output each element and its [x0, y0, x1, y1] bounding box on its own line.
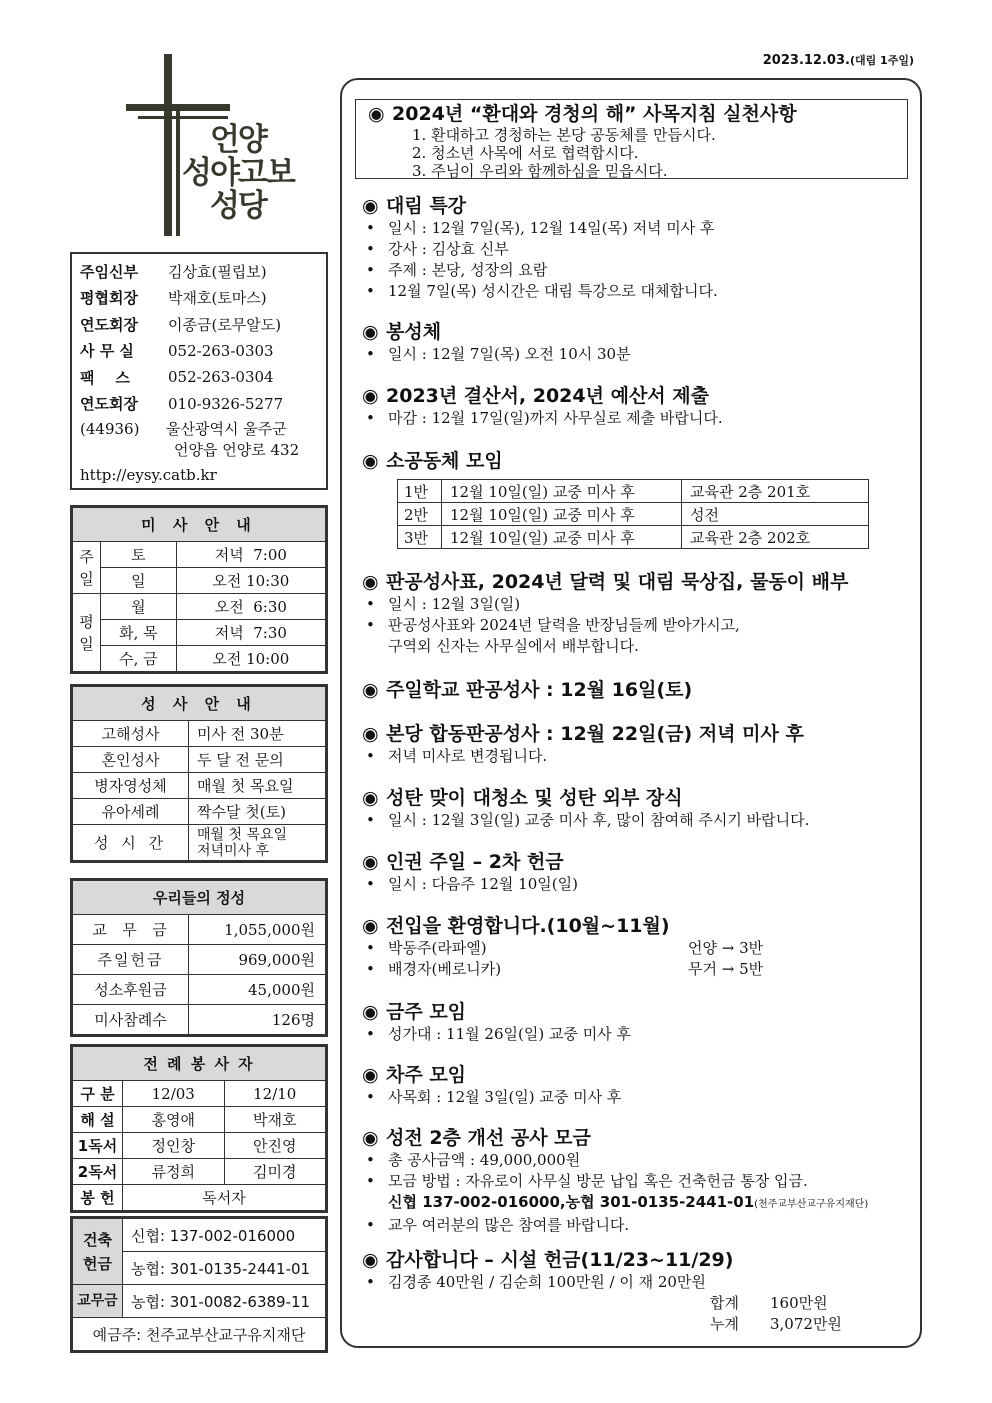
server-role: 봉 헌 [73, 1185, 123, 1211]
table-cell: 12월 10일(일) 교중 미사 후 [442, 526, 682, 549]
small-community-table [397, 479, 869, 549]
offering-label: 교 무 금 [73, 915, 189, 945]
sacrament-name: 유아세례 [73, 799, 189, 825]
section-title: ◉ 성탄 맞이 대청소 및 성탄 외부 장식 [362, 787, 683, 809]
list-item: • 12월 7일(목) 성시간은 대림 특강으로 대체합니다. [362, 281, 918, 302]
list-item: • 강사 : 김상효 신부 [362, 239, 918, 260]
total-sum: 합계 160만원 [710, 1294, 828, 1312]
section-advent-lecture [362, 194, 918, 302]
mass-day: 화, 목 [101, 620, 177, 646]
offerings-table [70, 878, 328, 1037]
table-cell: 2반 [398, 503, 442, 526]
list-item: • 판공성사표와 2024년 달력을 반장님들께 받아가시고, [362, 615, 918, 636]
server-name: 안진영 [224, 1133, 326, 1159]
bullet-icon: ◉ [362, 1001, 379, 1023]
server-role: 1독서 [73, 1133, 123, 1159]
table-cell: 1반 [398, 480, 442, 503]
table-row [398, 526, 869, 549]
list-item: • 주제 : 본당, 성장의 요람 [362, 260, 918, 281]
sacrament-detail: 미사 전 30분 [189, 721, 326, 747]
offering-amount: 1,055,000원 [189, 915, 326, 945]
sacrament-detail: 두 달 전 문의 [189, 747, 326, 773]
info-value: 김상효(필립보) [168, 262, 267, 281]
offering-amount: 126명 [189, 1005, 326, 1035]
list-item: 신협 137-002-016000,농협 301-0135-2441-01(천주교부산교구유지재단) [388, 1193, 869, 1211]
info-label: 사 무 실 [80, 342, 134, 361]
section-thanks [362, 1248, 918, 1293]
list-item: • 일시 : 12월 3일(일) 교중 미사 후, 많이 참여해 주시기 바랍니다. [362, 810, 918, 831]
cumulative-sum: 누계 3,072만원 [710, 1315, 842, 1333]
list-item: • 일시 : 12월 7일(목) 오전 10시 30분 [362, 344, 918, 365]
info-label: 주임신부 [80, 262, 138, 281]
list-item: • 일시 : 12월 7일(목), 12월 14일(목) 저녁 미사 후 [362, 218, 918, 239]
account-holder: 예금주: 천주교부산교구유지재단 [73, 1318, 326, 1351]
cross-icon [164, 54, 172, 236]
list-item: • 일시 : 12월 3일(일) [362, 594, 918, 615]
mass-time: 오전 10:00 [176, 646, 325, 672]
section-title: ◉ 금주 모임 [362, 1001, 467, 1023]
list-item: • 교우 여러분의 많은 참여를 바랍니다. [362, 1215, 918, 1236]
section-title: ◉ 2024년 “환대와 경청의 해” 사목지침 실천사항 [368, 103, 797, 125]
cross-shadow [176, 104, 180, 236]
weekend-label: 주 일 [73, 542, 101, 594]
mass-day: 월 [101, 594, 177, 620]
pastoral-guideline-box [355, 99, 908, 179]
section-this-week [362, 1000, 918, 1045]
server-date: 12/03 [123, 1081, 225, 1107]
section-title: ◉ 판공성사표, 2024년 달력 및 대림 묵상집, 물동이 배부 [362, 571, 849, 593]
mass-title: 미 사 안 내 [73, 508, 326, 542]
section-title: ◉ 전입을 환영합니다.(10월~11월) [362, 915, 670, 937]
offering-label: 성소후원금 [73, 975, 189, 1005]
bullet-icon: ◉ [362, 1127, 379, 1149]
weekday-label: 평 일 [73, 594, 101, 672]
bullet-icon: ◉ [362, 571, 379, 593]
mass-time: 오전 6:30 [176, 594, 325, 620]
offering-amount: 969,000원 [189, 945, 326, 975]
info-label: 평협회장 [80, 289, 138, 308]
list-item: • 저녁 미사로 변경됩니다. [362, 746, 918, 767]
server-role: 2독서 [73, 1159, 123, 1185]
table-cell: 교육관 2층 201호 [682, 480, 869, 503]
section-communion-visit [362, 320, 918, 365]
sacrament-name: 고해성사 [73, 721, 189, 747]
servers-title: 전 례 봉 사 자 [73, 1047, 326, 1081]
section-welcome [362, 914, 918, 980]
parish-name: 언양 성야고보 성당 [182, 122, 294, 224]
list-item: 구역외 신자는 사무실에서 배부합니다. [388, 637, 639, 655]
bullet-icon: ◉ [362, 723, 379, 745]
list-item: • 일시 : 다음주 12월 10일(일) [362, 874, 918, 895]
sacrament-title: 성 사 안 내 [73, 687, 326, 721]
list-item: • 총 공사금액 : 49,000,000원 [362, 1150, 918, 1171]
section-distribution [362, 570, 918, 657]
info-label: 연도회장 [80, 395, 138, 414]
bullet-icon: ◉ [362, 851, 379, 873]
info-value: 052-263-0303 [168, 341, 274, 360]
bullet-icon: ◉ [362, 1064, 379, 1086]
list-item: • 모금 방법 : 자유로이 사무실 방문 납입 혹은 건축헌금 통장 입금. [362, 1171, 918, 1192]
offering-amount: 45,000원 [189, 975, 326, 1005]
table-row [398, 480, 869, 503]
building-fund-label: 건축 헌금 [73, 1219, 123, 1285]
mass-day: 토 [101, 542, 177, 568]
info-value: 010-9326-5277 [168, 394, 284, 413]
info-value: 이종금(로무알도) [168, 315, 282, 334]
bullet-icon: ◉ [362, 450, 379, 472]
section-renovation-fund [362, 1126, 918, 1236]
server-name: 정인창 [123, 1133, 225, 1159]
cross-bar [126, 104, 230, 111]
mass-time: 저녁 7:00 [176, 542, 325, 568]
server-role: 구 분 [73, 1081, 123, 1107]
section-title: ◉ 본당 합동판공성사 : 12월 22일(금) 저녁 미사 후 [362, 723, 804, 745]
bank-account: 신협: 137-002-016000 [123, 1219, 326, 1252]
sacrament-name: 혼인성사 [73, 747, 189, 773]
section-sunday-school [362, 678, 918, 702]
bank-accounts [70, 1216, 328, 1353]
server-role: 해 설 [73, 1107, 123, 1133]
guideline-items: 1. 환대하고 경청하는 본당 공동체를 만듭시다. 2. 청소년 사목에 서로 협력합시다. 3. 주님이 우리와 함께하심을 믿읍시다. [412, 126, 716, 180]
list-item: • 마감 : 12월 17일(일)까지 사무실로 제출 바랍니다. [362, 408, 918, 429]
offering-label: 미사참례수 [73, 1005, 189, 1035]
mass-time: 오전 10:30 [176, 568, 325, 594]
website-link[interactable]: http://eysy.catb.kr [80, 466, 217, 484]
section-title: ◉ 소공동체 모임 [362, 450, 503, 472]
section-joint-confession [362, 722, 918, 767]
info-label: 연도회장 [80, 315, 138, 334]
table-row [398, 503, 869, 526]
bullet-icon: ◉ [362, 1249, 379, 1271]
bulletin-date: 2023.12.03.(대림 1주일) [762, 53, 914, 68]
address: (44936) 울산광역시 울주군 언양읍 언양로 432 [80, 420, 300, 459]
list-item: • 성가대 : 11월 26일(일) 교중 미사 후 [362, 1024, 918, 1045]
info-label: 팩 스 [80, 368, 130, 387]
info-value: 052-263-0304 [168, 368, 274, 387]
offerings-title: 우리들의 정성 [73, 881, 326, 915]
server-name: 독서자 [123, 1185, 326, 1211]
tithe-label: 교무금 [73, 1285, 123, 1318]
list-item: • 배경자(베로니카) 무거 → 5반 [362, 959, 918, 980]
sacrament-detail: 짝수달 첫(토) [189, 799, 326, 825]
mass-day: 수, 금 [101, 646, 177, 672]
parish-logo [124, 54, 314, 239]
section-budget [362, 384, 918, 429]
sacrament-info [70, 684, 328, 863]
bullet-icon: ◉ [362, 195, 379, 217]
table-cell: 성전 [682, 503, 869, 526]
section-title: ◉ 주일학교 판공성사 : 12월 16일(토) [362, 679, 693, 701]
sacrament-name: 병자영성체 [73, 773, 189, 799]
section-next-week [362, 1063, 918, 1108]
table-cell: 12월 10일(일) 교중 미사 후 [442, 503, 682, 526]
section-human-rights [362, 850, 918, 895]
section-title: ◉ 봉성체 [362, 321, 442, 343]
section-title: ◉ 성전 2층 개선 공사 모금 [362, 1127, 591, 1149]
server-name: 김미경 [224, 1159, 326, 1185]
server-name: 박재호 [224, 1107, 326, 1133]
offering-label: 주일헌금 [73, 945, 189, 975]
server-name: 홍영애 [123, 1107, 225, 1133]
section-title: ◉ 감사합니다 – 시설 헌금(11/23~11/29) [362, 1249, 734, 1271]
cross-bar-shadow [138, 116, 228, 119]
bullet-icon: ◉ [362, 787, 379, 809]
list-item: • 박동주(라파엘) 언양 → 3반 [362, 938, 918, 959]
section-christmas-cleaning [362, 786, 918, 831]
table-cell: 3반 [398, 526, 442, 549]
sacrament-detail: 매월 첫 목요일 저녁미사 후 [189, 825, 326, 861]
server-name: 류정희 [123, 1159, 225, 1185]
sacrament-detail: 매월 첫 목요일 [189, 773, 326, 799]
bullet-icon: ◉ [362, 679, 379, 701]
info-value: 박재호(토마스) [168, 289, 267, 308]
mass-schedule [70, 505, 328, 674]
list-item: • 사목회 : 12월 3일(일) 교중 미사 후 [362, 1087, 918, 1108]
parish-info [70, 252, 328, 490]
bank-account: 농협: 301-0135-2441-01 [123, 1252, 326, 1285]
bullet-icon: ◉ [362, 385, 379, 407]
mass-time: 저녁 7:30 [176, 620, 325, 646]
section-title: ◉ 2023년 결산서, 2024년 예산서 제출 [362, 385, 709, 407]
table-cell: 12월 10일(일) 교중 미사 후 [442, 480, 682, 503]
section-title: ◉ 대림 특강 [362, 195, 467, 217]
liturgy-servers [70, 1044, 328, 1213]
section-small-community [362, 449, 918, 473]
bullet-icon: ◉ [362, 915, 379, 937]
mass-day: 일 [101, 568, 177, 594]
bullet-icon: ◉ [368, 103, 385, 125]
list-item: • 김경종 40만원 / 김순희 100만원 / 이 재 20만원 [362, 1272, 918, 1293]
bank-account: 농협: 301-0082-6389-11 [123, 1285, 326, 1318]
server-date: 12/10 [224, 1081, 326, 1107]
table-cell: 교육관 2층 202호 [682, 526, 869, 549]
section-title: ◉ 인권 주일 – 2차 헌금 [362, 851, 564, 873]
sacrament-name: 성 시 간 [73, 825, 189, 861]
section-title: ◉ 차주 모임 [362, 1064, 467, 1086]
bullet-icon: ◉ [362, 321, 379, 343]
